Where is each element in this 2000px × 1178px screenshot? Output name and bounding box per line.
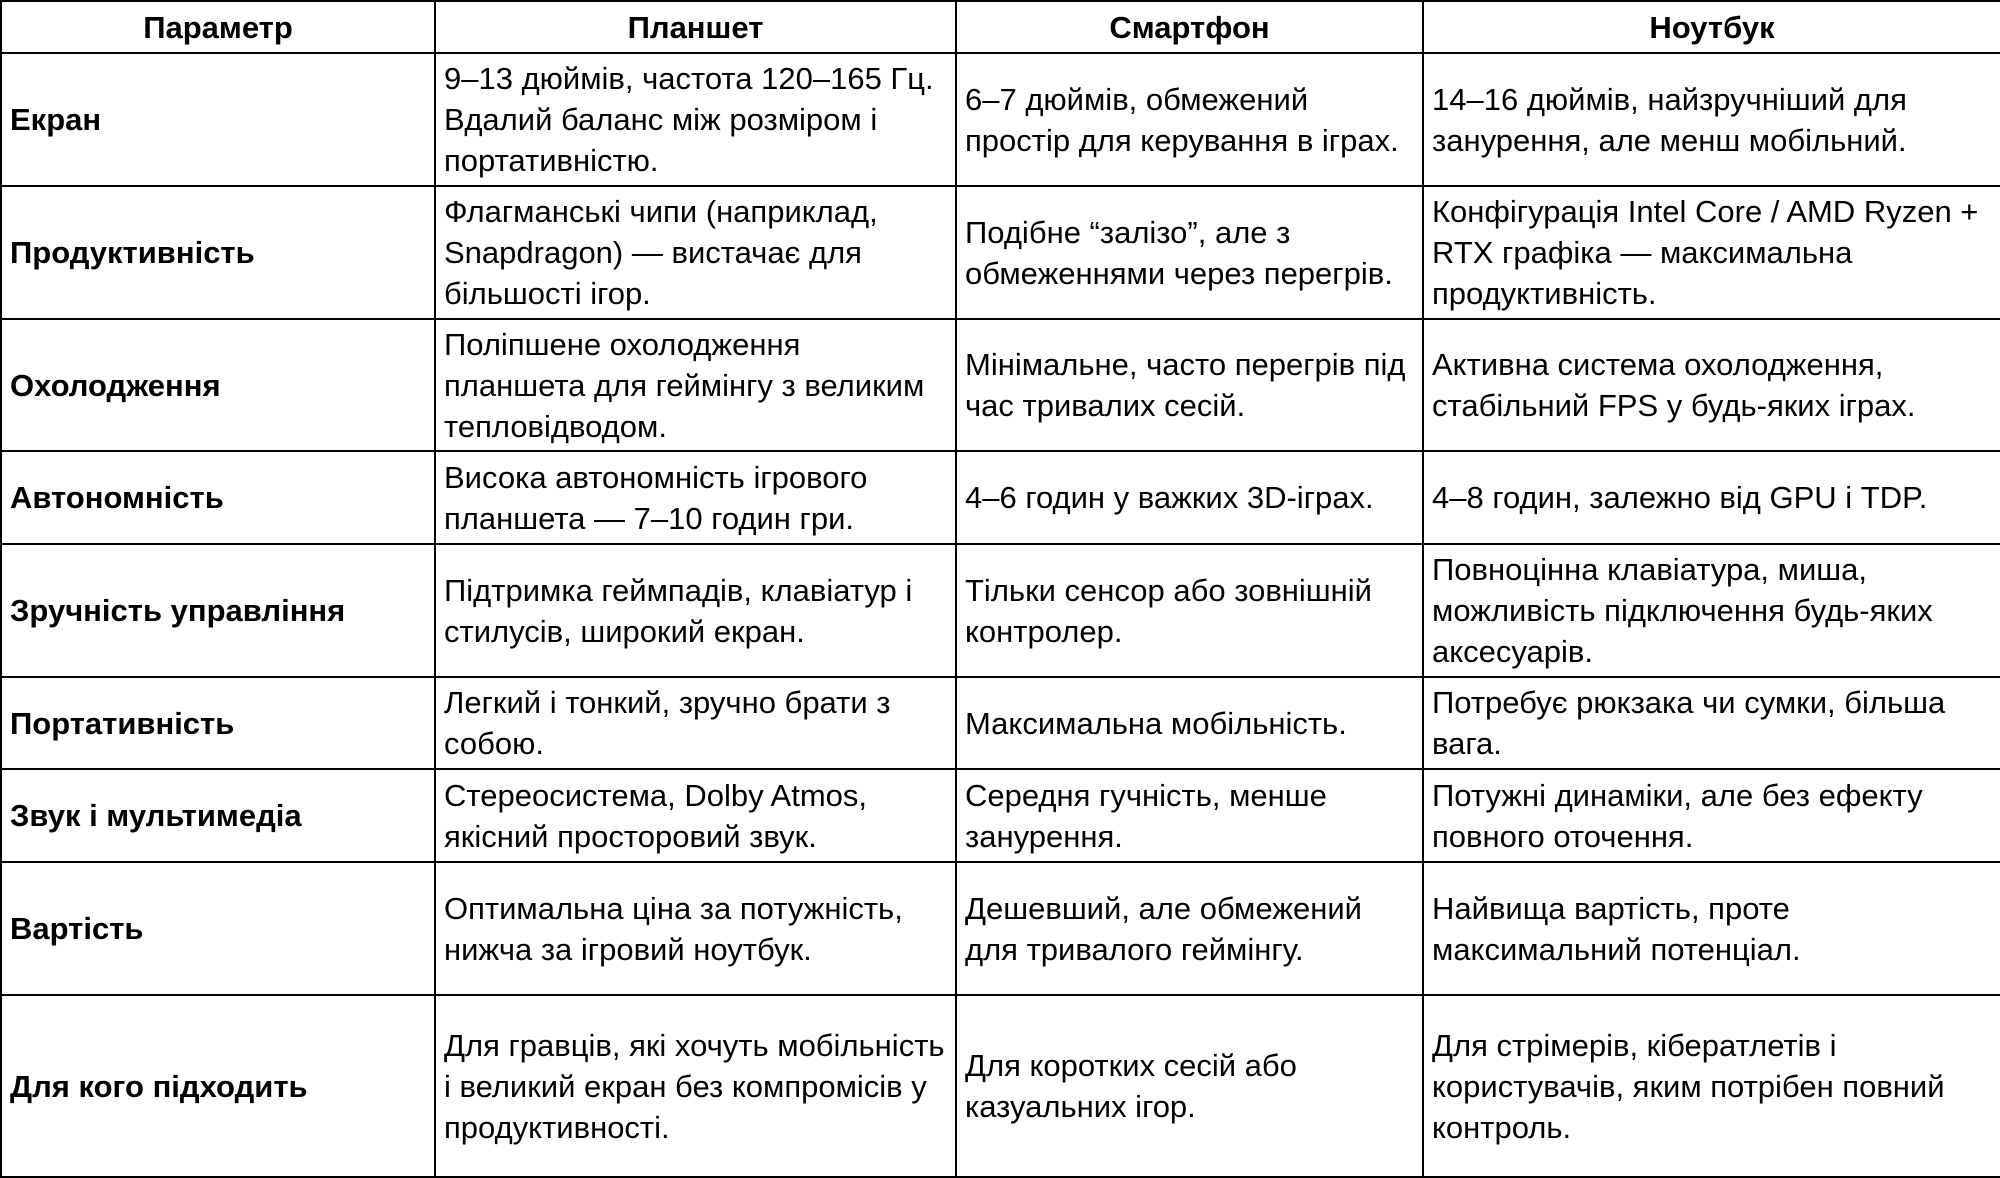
laptop-cell: Потужні динаміки, але без ефекту повного оточення. (1423, 769, 2000, 862)
row-parameter: Зручність управління (1, 544, 435, 677)
smartphone-cell: 6–7 дюймів, обмежений простір для керування в іграх. (956, 53, 1423, 186)
smartphone-cell: 4–6 годин у важких 3D-іграх. (956, 451, 1423, 544)
smartphone-cell: Середня гучність, менше занурення. (956, 769, 1423, 862)
table-row (1, 769, 2000, 862)
smartphone-cell: Дешевший, але обмежений для тривалого геймінгу. (956, 862, 1423, 995)
laptop-cell: 14–16 дюймів, найзручніший для занурення, але менш мобільний. (1423, 53, 2000, 186)
tablet-cell: Підтримка геймпадів, клавіатур і стилусів, широкий екран. (435, 544, 956, 677)
tablet-cell: 9–13 дюймів, частота 120–165 Гц. Вдалий баланс між розміром і портативністю. (435, 53, 956, 186)
laptop-cell: Для стрімерів, кібератлетів і користувачів, яким потрібен повний контроль. (1423, 995, 2000, 1177)
smartphone-cell: Максимальна мобільність. (956, 677, 1423, 769)
tablet-cell: Висока автономність ігрового планшета — 7–10 годин гри. (435, 451, 956, 544)
table-row (1, 53, 2000, 186)
laptop-cell: Активна система охолодження, стабільний FPS у будь-яких іграх. (1423, 319, 2000, 451)
laptop-cell: Потребує рюкзака чи сумки, більша вага. (1423, 677, 2000, 769)
header-smartphone: Смартфон (956, 1, 1423, 53)
laptop-cell: 4–8 годин, залежно від GPU і TDP. (1423, 451, 2000, 544)
row-parameter: Екран (1, 53, 435, 186)
table-row (1, 319, 2000, 451)
header-tablet: Планшет (435, 1, 956, 53)
row-parameter: Автономність (1, 451, 435, 544)
row-parameter: Продуктивність (1, 186, 435, 319)
row-parameter: Звук і мультимедіа (1, 769, 435, 862)
table-row (1, 186, 2000, 319)
smartphone-cell: Подібне “залізо”, але з обмеженнями через перегрів. (956, 186, 1423, 319)
row-parameter: Портативність (1, 677, 435, 769)
table-row (1, 451, 2000, 544)
smartphone-cell: Тільки сенсор або зовнішній контролер. (956, 544, 1423, 677)
header-laptop: Ноутбук (1423, 1, 2000, 53)
header-parameter: Параметр (1, 1, 435, 53)
row-parameter: Для кого підходить (1, 995, 435, 1177)
table-row (1, 677, 2000, 769)
table-header-row (1, 1, 2000, 53)
tablet-cell: Для гравців, які хочуть мобільність і великий екран без компромісів у продуктивності. (435, 995, 956, 1177)
laptop-cell: Конфігурація Intel Core / AMD Ryzen + RTX графіка — максимальна продуктивність. (1423, 186, 2000, 319)
tablet-cell: Стереосистема, Dolby Atmos, якісний просторовий звук. (435, 769, 956, 862)
row-parameter: Вартість (1, 862, 435, 995)
smartphone-cell: Мінімальне, часто перегрів під час тривалих сесій. (956, 319, 1423, 451)
tablet-cell: Флагманські чипи (наприклад, Snapdragon) — вистачає для більшості ігор. (435, 186, 956, 319)
table-row (1, 544, 2000, 677)
table-row (1, 862, 2000, 995)
smartphone-cell: Для коротких сесій або казуальних ігор. (956, 995, 1423, 1177)
laptop-cell: Повноцінна клавіатура, миша, можливість підключення будь-яких аксесуарів. (1423, 544, 2000, 677)
row-parameter: Охолодження (1, 319, 435, 451)
table-row (1, 995, 2000, 1177)
tablet-cell: Поліпшене охолодження планшета для геймінгу з великим тепловідводом. (435, 319, 956, 451)
tablet-cell: Оптимальна ціна за потужність, нижча за ігровий ноутбук. (435, 862, 956, 995)
laptop-cell: Найвища вартість, проте максимальний потенціал. (1423, 862, 2000, 995)
tablet-cell: Легкий і тонкий, зручно брати з собою. (435, 677, 956, 769)
